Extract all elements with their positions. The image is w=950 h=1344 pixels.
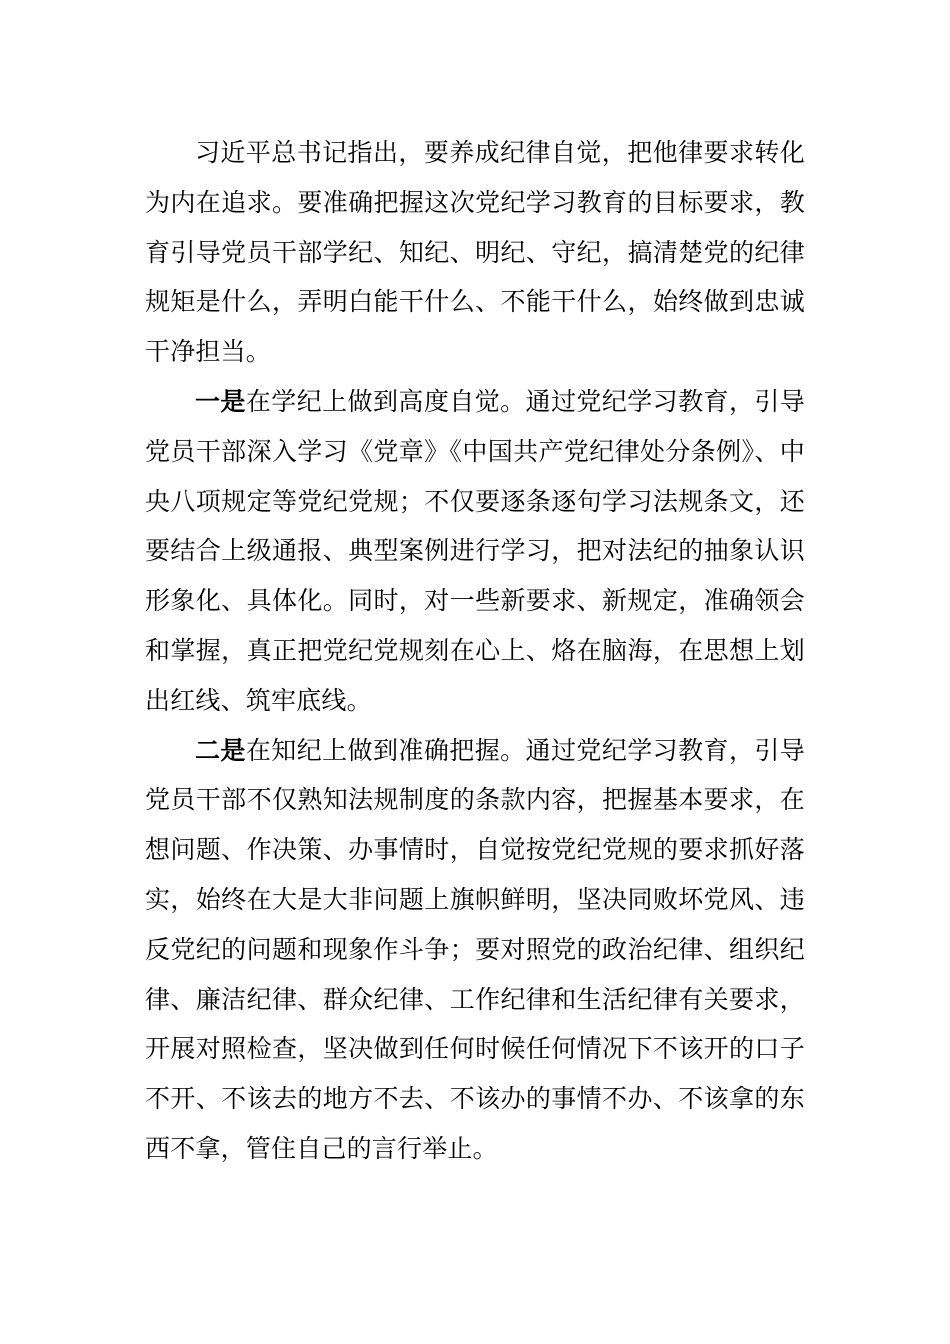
paragraph-intro-text: 习近平总书记指出，要养成纪律自觉，把他律要求转化为内在追求。要准确把握这次党纪学习教育的目标要求，教育引导党员干部学纪、知纪、明纪、守纪，搞清楚党的纪律规矩是什么，弄明白能干什么、不能干什么，始终做到忠诚干净担当。 [145,138,805,367]
paragraph-point-two [145,726,805,1174]
document-body [145,128,805,1174]
paragraph-point-two-lead: 二是 [195,735,246,765]
paragraph-intro [145,128,805,377]
paragraph-point-two-text: 在知纪上做到准确把握。通过党纪学习教育，引导党员干部不仅熟知法规制度的条款内容，把握基本要求，在想问题、作决策、办事情时，自觉按党纪党规的要求抓好落实，始终在大是大非问题上旗帜鲜明，坚决同败坏党风、违反党纪的问题和现象作斗争；要对照党的政治纪律、组织纪律、廉洁纪律、群众纪律、工作纪律和生活纪律有关要求，开展对照检查，坚决做到任何时候任何情况下不该开的口子不开、不该去的地方不去、不该办的事情不办、不该拿的东西不拿，管住自己的言行举止。 [145,735,805,1163]
paragraph-point-one-text: 在学纪上做到高度自觉。通过党纪学习教育，引导党员干部深入学习《党章》《中国共产党纪律处分条例》、中央八项规定等党纪党规；不仅要逐条逐句学习法规条文，还要结合上级通报、典型案例进行学习，把对法纪的抽象认识形象化、具体化。同时，对一些新要求、新规定，准确领会和掌握，真正把党纪党规刻在心上、烙在脑海，在思想上划出红线、筑牢底线。 [145,386,805,715]
paragraph-point-one [145,377,805,726]
paragraph-point-one-lead: 一是 [195,386,246,416]
